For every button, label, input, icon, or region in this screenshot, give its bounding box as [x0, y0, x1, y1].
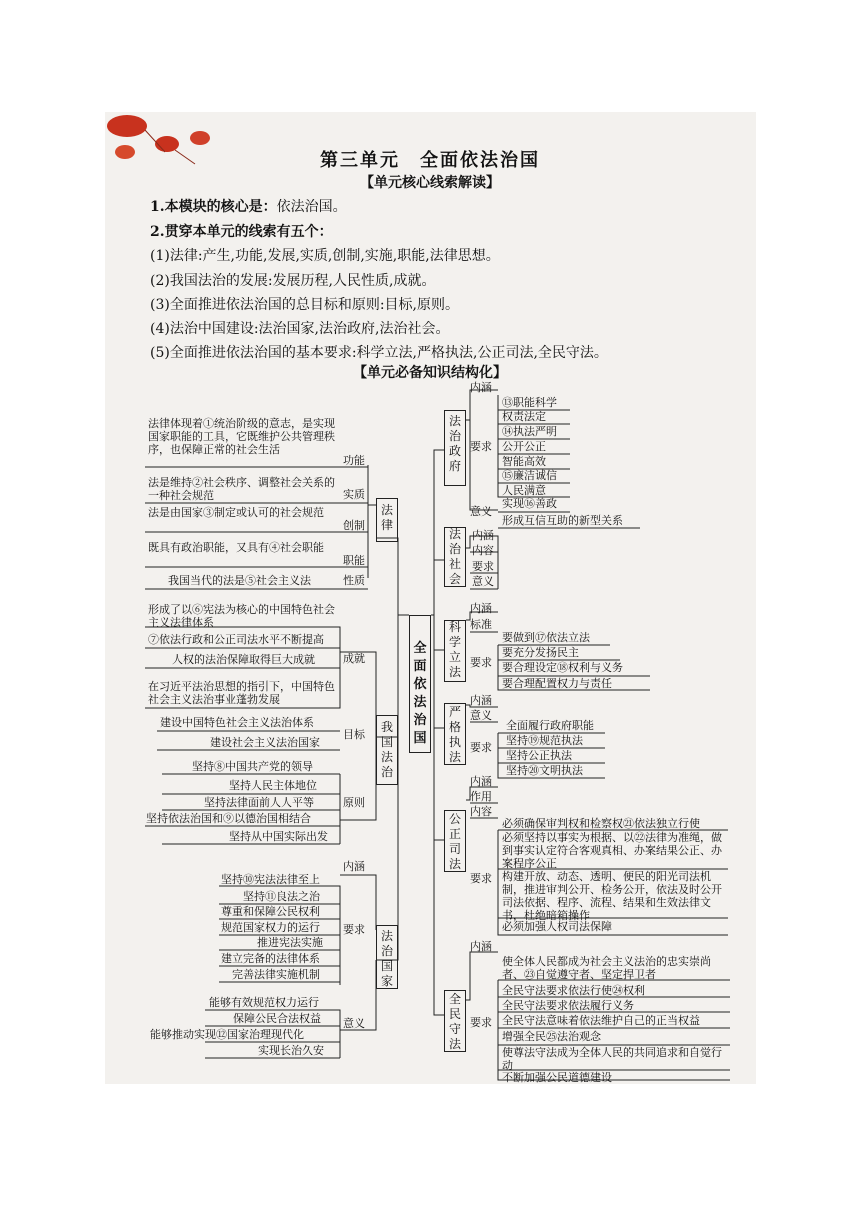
justice-req-3: 构建开放、动态、透明、便民的阳光司法机制，推进审判公开、检务公开，依法及时公开司法依据、程序、流程、结果和生效法律文书，杜绝暗箱操作 [502, 870, 722, 922]
gov-mean-2: 形成互信互助的新型关系 [502, 514, 623, 527]
obey-node: 全民守法 [448, 992, 461, 1051]
law-function-tag: 功能 [343, 454, 365, 467]
state-req-3: 尊重和保障公民权利 [221, 905, 320, 918]
gov-req-tag: 要求 [470, 440, 492, 453]
gov-req-5: 智能高效 [502, 455, 546, 468]
obey-req-4: 全民守法意味着依法维护自己的正当权益 [502, 1014, 700, 1027]
clue-item-2: (2)我国法治的发展:发展历程,人民性质,成就。 [150, 273, 436, 289]
rule-principle-3: 坚持法律面前人人平等 [204, 796, 314, 809]
gov-req-1: ⑬职能科学 [502, 396, 557, 409]
rule-principle-4: 坚持依法治国和⑨以德治国相结合 [146, 812, 311, 825]
enforce-node: 严格执法 [448, 705, 461, 764]
enforce-req-3: 坚持公正执法 [506, 749, 572, 762]
rule-goal-1: 建设中国特色社会主义法治体系 [160, 716, 314, 729]
rule-goal-tag: 目标 [343, 728, 365, 741]
obey-content-tag: 内涵 [470, 940, 492, 953]
enforce-req-4: 坚持⑳文明执法 [506, 764, 583, 777]
state-content-tag: 内涵 [343, 860, 365, 873]
law-node: 法律 [380, 503, 393, 532]
justice-req-2: 必须坚持以事实为根据、以㉒法律为准绳，做到事实认定符合客观真相、办案结果公正、办案程序公正 [502, 831, 722, 870]
state-node: 法治国家 [380, 929, 393, 988]
legis-req-tag: 要求 [470, 656, 492, 669]
state-req-2: 坚持⑪良法之治 [243, 890, 320, 903]
legis-req-3: 要合理设定⑱权利与义务 [502, 661, 623, 674]
rule-principle-tag: 原则 [343, 796, 365, 809]
legis-req-2: 要充分发扬民主 [502, 646, 579, 659]
rule-node: 我国法治 [380, 720, 393, 779]
clue-item-5: (5)全面推进依法治国的基本要求:科学立法,严格执法,公正司法,全民守法。 [150, 345, 608, 361]
state-req-1: 坚持⑩宪法法律至上 [221, 873, 320, 886]
core-line: 1.本模块的核心是：依法治国。 [150, 199, 347, 215]
page-title: 第三单元 全面依法治国 [320, 150, 540, 171]
gov-req-6: ⑮廉洁诚信 [502, 469, 557, 482]
society-item-2: 内容 [472, 544, 494, 557]
center-node: 全面依法治国 [413, 641, 427, 746]
gov-req-3: ⑭执法严明 [502, 425, 557, 438]
legis-req-4: 要合理配置权力与责任 [502, 677, 612, 690]
state-req-7: 完善法律实施机制 [232, 968, 320, 981]
legis-node: 科学立法 [448, 620, 461, 679]
state-mean-3: 能够推动实现⑫国家治理现代化 [150, 1028, 304, 1041]
gov-node: 法治政府 [448, 414, 461, 473]
justice-node: 公正司法 [448, 812, 461, 871]
obey-req-6: 使尊法守法成为全体人民的共同追求和自觉行动 [502, 1046, 722, 1072]
legis-req-1: 要做到⑰依法立法 [502, 631, 590, 644]
gov-content-tag: 内涵 [470, 381, 492, 394]
law-nature-text: 我国当代的法是⑤社会主义法 [168, 574, 311, 587]
rule-principle-1: 坚持⑧中国共产党的领导 [192, 760, 313, 773]
obey-req-tag: 要求 [470, 1016, 492, 1029]
obey-req-1: 使全体人民都成为社会主义法治的忠实崇尚者、㉓自觉遵守者、坚定捍卫者 [502, 955, 711, 981]
rule-principle-2: 坚持人民主体地位 [229, 779, 317, 792]
clue-label: 2.贯穿本单元的线索有五个： [150, 224, 333, 240]
law-essence-tag: 实质 [343, 488, 365, 501]
state-mean-tag: 意义 [343, 1017, 365, 1030]
enforce-req-1: 全面履行政府职能 [506, 719, 594, 732]
state-req-4: 规范国家权力的运行 [221, 921, 320, 934]
obey-req-7: 不断加强公民道德建设 [502, 1071, 612, 1084]
rule-achievement-4: 在习近平法治思想的指引下，中国特色社会主义法治事业蓬勃发展 [148, 680, 335, 706]
enforce-req-tag: 要求 [470, 741, 492, 754]
gov-mean-1: 实现⑯善政 [502, 497, 557, 510]
rule-achievement-3: 人权的法治保障取得巨大成就 [172, 653, 315, 666]
gov-mean-tag: 意义 [470, 505, 492, 518]
rule-achievement-2: ⑦依法行政和公正司法水平不断提高 [148, 633, 324, 646]
state-mean-4: 实现长治久安 [258, 1044, 324, 1057]
state-req-5: 推进宪法实施 [257, 936, 323, 949]
society-item-1: 内涵 [472, 529, 494, 542]
law-creation-tag: 创制 [343, 519, 365, 532]
clue-item-3: (3)全面推进依法治国的总目标和原则:目标,原则。 [150, 297, 459, 313]
legis-std-tag: 标准 [470, 618, 492, 631]
society-item-3: 要求 [472, 560, 494, 573]
gov-req-4: 公开公正 [502, 440, 546, 453]
justice-req-tag: 要求 [470, 872, 492, 885]
enforce-content-tag: 内涵 [470, 694, 492, 707]
obey-req-2: 全民守法要求依法行使㉔权利 [502, 984, 645, 997]
state-mean-1: 能够有效规范权力运行 [209, 996, 319, 1009]
rule-achieve-tag: 成就 [343, 652, 365, 665]
legis-content-tag: 内涵 [470, 602, 492, 615]
law-creation-text: 法是由国家③制定或认可的社会规范 [148, 506, 324, 519]
enforce-mean-tag: 意义 [470, 709, 492, 722]
clue-item-4: (4)法治中国建设:法治国家,法治政府,法治社会。 [150, 321, 450, 337]
state-req-6: 建立完备的法律体系 [221, 952, 320, 965]
clue-item-1: (1)法律:产生,功能,发展,实质,创制,实施,职能,法律思想。 [150, 248, 500, 264]
section-heading-structure: 【单元必备知识结构化】 [353, 365, 507, 381]
gov-req-7: 人民满意 [502, 484, 546, 497]
society-node: 法治社会 [448, 527, 461, 586]
rule-achievement-1: 形成了以⑥宪法为核心的中国特色社会主义法律体系 [148, 603, 335, 629]
rule-goal-2: 建设社会主义法治国家 [210, 736, 320, 749]
state-req-tag: 要求 [343, 923, 365, 936]
law-essence-text: 法是维持②社会秩序、调整社会关系的一种社会规范 [148, 476, 335, 502]
law-function-text: 法律体现着①统治阶级的意志，是实现国家职能的工具，它既维护公共管理秩序，也保障正常的社会生活 [148, 417, 335, 456]
justice-req-4: 必须加强人权司法保障 [502, 920, 612, 933]
gov-req-2: 权责法定 [502, 410, 546, 423]
obey-req-3: 全民守法要求依法履行义务 [502, 999, 634, 1012]
justice-content-tag: 内涵 [470, 775, 492, 788]
society-item-4: 意义 [472, 575, 494, 588]
law-duty-text: 既具有政治职能，又具有④社会职能 [148, 541, 324, 554]
enforce-req-2: 坚持⑲规范执法 [506, 734, 583, 747]
section-heading-clues: 【单元核心线索解读】 [360, 175, 500, 191]
justice-role-tag: 作用 [470, 790, 492, 803]
justice-cont-tag: 内容 [470, 805, 492, 818]
rule-principle-5: 坚持从中国实际出发 [229, 830, 328, 843]
law-duty-tag: 职能 [343, 554, 365, 567]
law-nature-tag: 性质 [343, 574, 365, 587]
state-mean-2: 保障公民合法权益 [233, 1012, 321, 1025]
obey-req-5: 增强全民㉕法治观念 [502, 1030, 601, 1043]
justice-req-1: 必须确保审判权和检察权㉑依法独立行使 [502, 817, 700, 830]
